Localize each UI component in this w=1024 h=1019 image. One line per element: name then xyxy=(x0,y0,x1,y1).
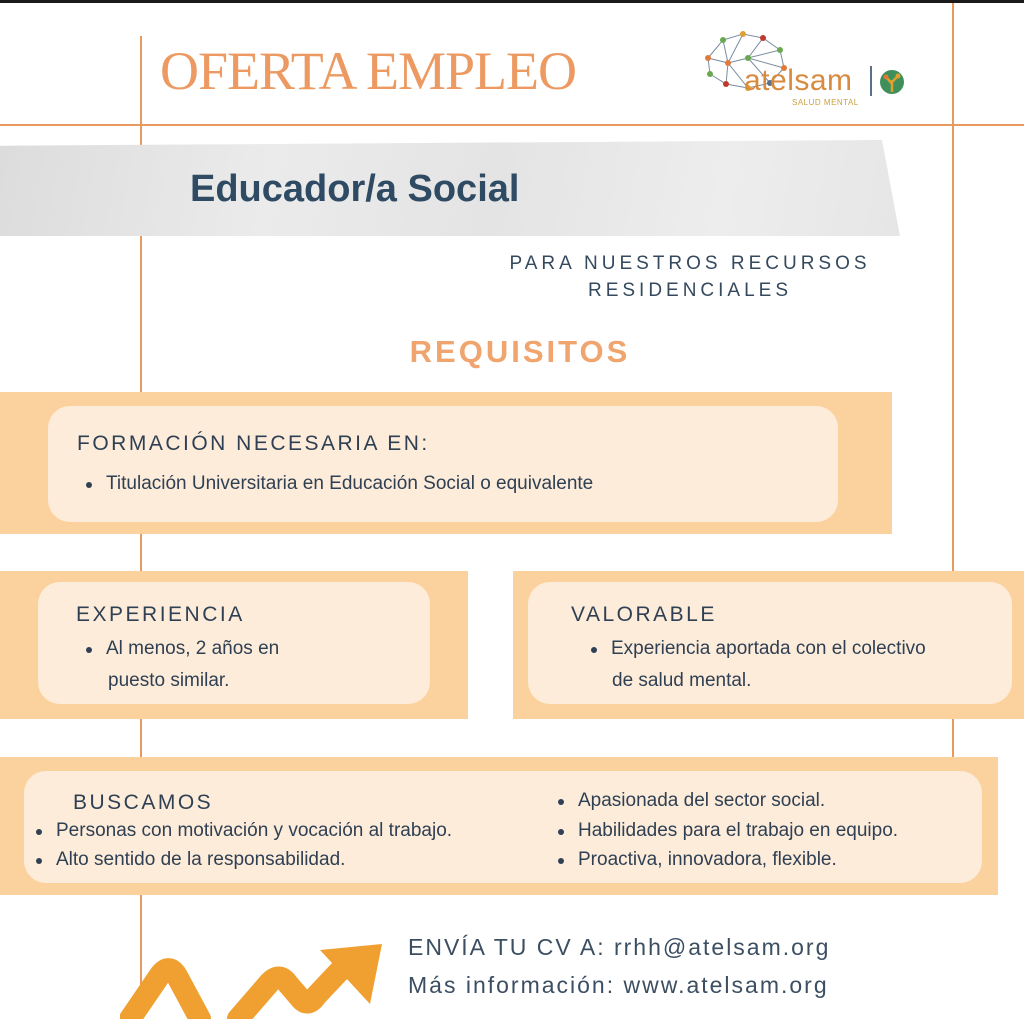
top-border xyxy=(0,0,1024,3)
experience-item: Al menos, 2 años en xyxy=(106,633,279,665)
valorable-title: VALORABLE xyxy=(571,603,717,626)
buscamos-item: Alto sentido de la responsabilidad. xyxy=(56,844,345,876)
job-title: Educador/a Social xyxy=(190,168,520,210)
grid-line-top xyxy=(0,124,1024,126)
valorable-item: Experiencia aportada con el colectivo xyxy=(611,633,926,665)
buscamos-item: Apasionada del sector social. xyxy=(578,785,825,817)
subtitle-line-2: RESIDENCIALES xyxy=(587,280,793,301)
experience-title: EXPERIENCIA xyxy=(76,603,245,626)
experience-item-continued: puesto similar. xyxy=(108,670,230,691)
info-contact-line[interactable]: Más información: www.atelsam.org xyxy=(408,972,829,998)
logo-tagline: SALUD MENTAL xyxy=(792,98,859,107)
buscamos-title: BUSCAMOS xyxy=(73,791,214,814)
company-logo xyxy=(698,28,918,110)
logo-wordmark: atelsam xyxy=(744,64,853,97)
page-title: OFERTA EMPLEO xyxy=(160,41,576,101)
subtitle-line-1: PARA NUESTROS RECURSOS xyxy=(509,253,871,274)
job-subtitle xyxy=(470,250,910,304)
buscamos-item: Personas con motivación y vocación al trabajo. xyxy=(56,815,452,847)
formation-item: Titulación Universitaria en Educación Social o equivalente xyxy=(106,468,593,500)
logo-divider xyxy=(870,66,872,96)
buscamos-item: Proactiva, innovadora, flexible. xyxy=(578,844,837,876)
cv-contact-line[interactable]: ENVÍA TU CV A: rrhh@atelsam.org xyxy=(408,934,831,960)
requirements-heading: REQUISITOS xyxy=(409,334,631,369)
valorable-item-continued: de salud mental. xyxy=(612,670,752,691)
tree-icon xyxy=(878,68,906,96)
formation-title: FORMACIÓN NECESARIA EN: xyxy=(77,432,430,455)
buscamos-item: Habilidades para el trabajo en equipo. xyxy=(578,815,898,847)
formation-card xyxy=(48,406,838,522)
arrow-icon xyxy=(120,920,400,1019)
